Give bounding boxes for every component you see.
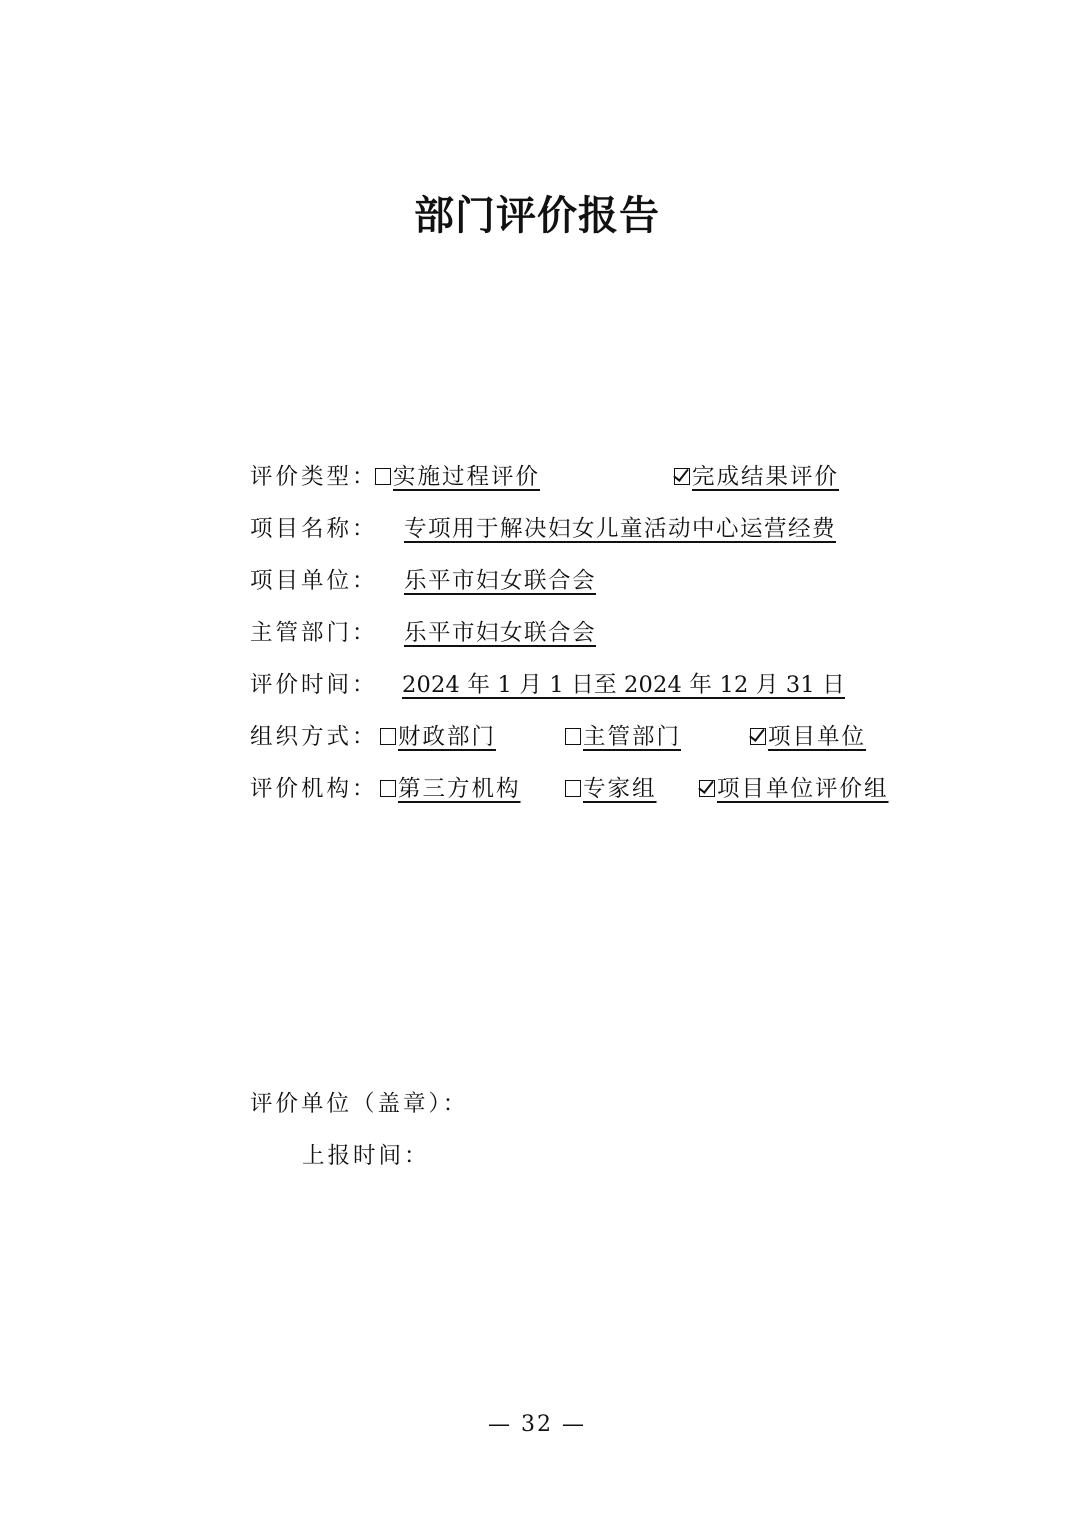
eval-agency-option-unit-group[interactable]: 项目单位评价组 <box>699 772 889 806</box>
page-title: 部门评价报告 <box>414 193 660 239</box>
checkbox-checked-icon[interactable] <box>699 780 715 797</box>
checkbox-unchecked-icon[interactable] <box>380 780 396 797</box>
report-time-label: 上报时间： <box>302 1143 430 1169</box>
org-method-option-supervisor[interactable]: 主管部门 <box>565 720 681 754</box>
eval-type-label: 评价类型： <box>250 464 378 490</box>
eval-type-row <box>250 460 840 494</box>
eval-agency-option-experts[interactable]: 专家组 <box>565 772 669 806</box>
page-number: — 32 — <box>488 1412 586 1437</box>
project-name-label: 项目名称： <box>250 516 378 542</box>
eval-time-value: 2024 年 1 月 1 日至 2024 年 12 月 31 日 <box>402 672 845 698</box>
eval-unit-seal-label: 评价单位（盖章）： <box>250 1091 469 1117</box>
checkbox-unchecked-icon[interactable] <box>380 728 396 745</box>
supervisor-label: 主管部门： <box>250 620 378 646</box>
project-unit-value: 乐平市妇女联合会 <box>404 568 597 594</box>
checkbox-checked-icon[interactable] <box>750 728 766 745</box>
org-method-option-finance[interactable]: 财政部门 <box>380 720 508 754</box>
project-unit-row <box>250 564 597 598</box>
supervisor-value: 乐平市妇女联合会 <box>404 620 597 646</box>
eval-agency-option-third-party[interactable]: 第三方机构 <box>380 772 533 806</box>
org-method-label: 组织方式： <box>250 724 378 750</box>
checkbox-checked-icon[interactable] <box>674 468 690 485</box>
eval-agency-row <box>250 772 889 806</box>
project-name-row <box>250 512 837 546</box>
eval-agency-label: 评价机构： <box>250 776 378 802</box>
eval-time-label: 评价时间： <box>250 672 378 698</box>
org-method-option-unit[interactable]: 项目单位 <box>750 720 866 754</box>
supervisor-row <box>250 616 597 650</box>
project-name-value: 专项用于解决妇女儿童活动中心运营经费 <box>404 516 837 542</box>
org-method-row <box>250 720 867 754</box>
eval-type-option-process[interactable]: 实施过程评价 <box>375 460 540 494</box>
eval-time-row <box>250 668 845 702</box>
checkbox-unchecked-icon[interactable] <box>565 780 581 797</box>
checkbox-unchecked-icon[interactable] <box>375 468 391 485</box>
checkbox-unchecked-icon[interactable] <box>565 728 581 745</box>
eval-type-option-result[interactable]: 完成结果评价 <box>674 460 839 494</box>
project-unit-label: 项目单位： <box>250 568 378 594</box>
